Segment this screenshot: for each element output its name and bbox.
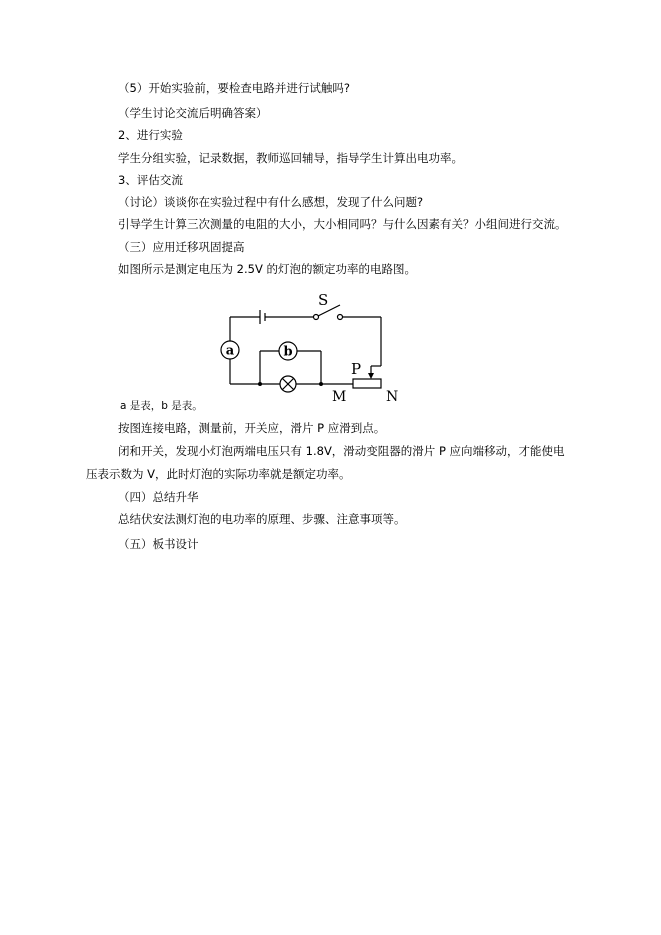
text-line-4: 学生分组实验，记录数据，教师巡回辅导，指导学生计算出电功率。	[118, 151, 463, 165]
text-line-5: 3、评估交流	[118, 173, 183, 187]
switch-contact-right	[338, 315, 343, 320]
text-line-8: （三）应用迁移巩固提高	[118, 240, 245, 254]
text-line-14: （四）总结升华	[118, 490, 199, 504]
text-line-13: 压表示数为 V，此时灯泡的实际功率就是额定功率。	[86, 467, 351, 481]
text-line-10: a 是表，b 是表。	[120, 400, 203, 412]
end-m-label: M	[332, 389, 347, 404]
text-line-12: 闭和开关，发现小灯泡两端电压只有 1.8V，滑动变阻器的滑片 P 应向端移动，才能使电	[118, 444, 565, 458]
meter-a-label: a	[225, 343, 235, 359]
junction-right	[319, 382, 323, 386]
circuit-diagram	[210, 288, 410, 404]
text-line-1: （5）开始实验前，要检查电路并进行试触吗?	[118, 81, 350, 95]
rheostat	[353, 379, 381, 388]
text-line-9: 如图所示是测定电压为 2.5V 的灯泡的额定功率的电路图。	[118, 262, 416, 276]
text-line-11: 按图连接电路，测量前，开关应，滑片 P 应滑到点。	[118, 421, 386, 435]
end-n-label: N	[386, 389, 399, 404]
text-line-3: 2、进行实验	[118, 128, 183, 142]
switch-label: S	[318, 291, 329, 309]
text-line-7: 引导学生计算三次测量的电阻的大小，大小相同吗？与什么因素有关？小组间进行交流。	[118, 217, 567, 231]
slider-label: P	[351, 360, 362, 378]
text-line-2: （学生讨论交流后明确答案）	[118, 106, 268, 120]
junction-left	[258, 382, 262, 386]
slider-arrow	[368, 373, 374, 379]
text-line-15: 总结伏安法测灯泡的电功率的原理、步骤、注意事项等。	[118, 512, 406, 526]
switch-contact-left	[314, 315, 319, 320]
text-line-16: （五）板书设计	[118, 537, 199, 551]
meter-b-label: b	[283, 344, 293, 360]
text-line-6: （讨论）谈谈你在实验过程中有什么感想，发现了什么问题?	[118, 195, 424, 209]
